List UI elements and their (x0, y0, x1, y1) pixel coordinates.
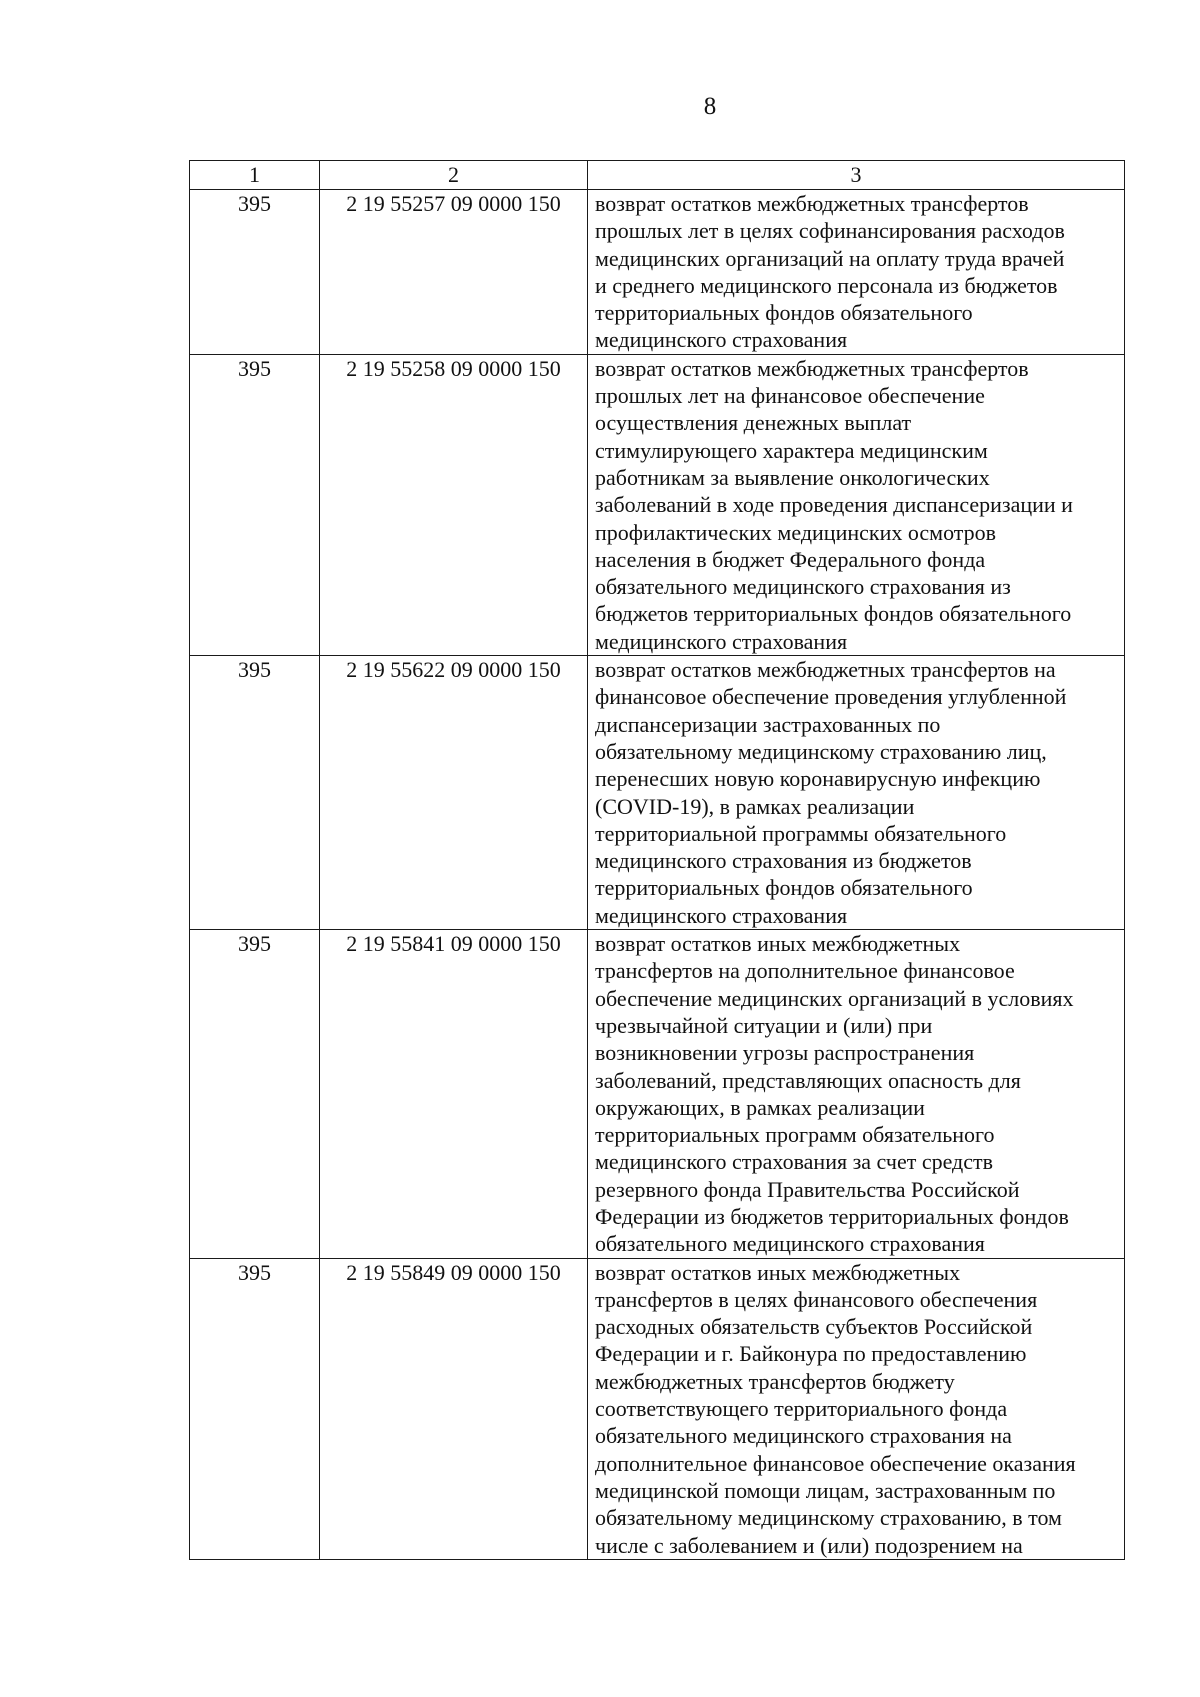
description-line: территориальной программы обязательного (595, 820, 1007, 846)
description-line: территориальных фондов обязательного (595, 300, 973, 326)
table-row (190, 354, 1125, 655)
admin-code-cell: 395 (190, 354, 320, 655)
description-cell (588, 656, 1125, 930)
description-line: медицинского страхования (595, 902, 848, 928)
admin-code-cell: 395 (190, 930, 320, 1259)
description-line: профилактических медицинских осмотров (595, 519, 997, 545)
budget-code-cell: 2 19 55849 09 0000 150 (320, 1258, 588, 1559)
table-row (190, 1258, 1125, 1559)
description-line: медицинского страхования (595, 327, 848, 353)
description-line: медицинского страхования за счет средств (595, 1149, 994, 1175)
description-line: обязательного медицинского страхования (595, 1231, 985, 1257)
description-line: соответствующего территориального фонда (595, 1396, 1008, 1422)
description-line: медицинского страхования из бюджетов (595, 848, 972, 874)
description-line: окружающих, в рамках реализации (595, 1094, 925, 1120)
description-line: обязательного медицинского страхования из (595, 574, 1011, 600)
description-line: Федерации и г. Байконура по предоставлению (595, 1341, 1027, 1367)
description-line: обеспечение медицинских организаций в условиях (595, 985, 1074, 1011)
table-body (190, 190, 1125, 1560)
description-line: территориальных фондов обязательного (595, 875, 973, 901)
description-line: обязательному медицинскому страхованию лиц, (595, 738, 1047, 764)
description-line: возврат остатков межбюджетных трансфертов на (595, 657, 1056, 683)
description-line: осуществления денежных выплат (595, 410, 912, 436)
table-row (190, 930, 1125, 1259)
admin-code-cell: 395 (190, 190, 320, 355)
description-cell (588, 354, 1125, 655)
description-line: населения в бюджет Федерального фонда (595, 546, 986, 572)
description-line: расходных обязательств субъектов Российской (595, 1314, 1033, 1340)
description-line: медицинских организаций на оплату труда врачей (595, 245, 1065, 271)
description-line: медицинской помощи лицам, застрахованным по (595, 1477, 1056, 1503)
header-col-3: 3 (588, 161, 1125, 190)
description-line: заболеваний в ходе проведения диспансеризации и (595, 492, 1073, 518)
description-line: территориальных программ обязательного (595, 1122, 995, 1148)
description-line: (COVID-19), в рамках реализации (595, 793, 915, 819)
description-line: перенесших новую коронавирусную инфекцию (595, 766, 1041, 792)
page-number: 8 (703, 93, 717, 120)
budget-code-cell: 2 19 55622 09 0000 150 (320, 656, 588, 930)
description-line: возврат остатков иных межбюджетных (595, 931, 961, 957)
description-line: заболеваний, представляющих опасность для (595, 1067, 1021, 1093)
description-line: чрезвычайной ситуации и (или) при (595, 1012, 933, 1038)
description-line: возврат остатков межбюджетных трансфертов (595, 355, 1029, 381)
description-line: трансфертов на дополнительное финансовое (595, 958, 1015, 984)
budget-code-cell: 2 19 55258 09 0000 150 (320, 354, 588, 655)
description-line: диспансеризации застрахованных по (595, 711, 941, 737)
description-cell (588, 1258, 1125, 1559)
header-col-1: 1 (190, 161, 320, 190)
description-line: возврат остатков иных межбюджетных (595, 1259, 961, 1285)
description-line: стимулирующего характера медицинским (595, 437, 988, 463)
description-line: обязательного медицинского страхования на (595, 1423, 1012, 1449)
description-line: прошлых лет в целях софинансирования расходов (595, 218, 1065, 244)
budget-code-cell: 2 19 55841 09 0000 150 (320, 930, 588, 1259)
budget-code-cell: 2 19 55257 09 0000 150 (320, 190, 588, 355)
description-line: работникам за выявление онкологических (595, 464, 990, 490)
budget-classification-table (189, 160, 1125, 1560)
description-line: бюджетов территориальных фондов обязательного (595, 601, 1072, 627)
description-cell (588, 930, 1125, 1259)
description-line: и среднего медицинского персонала из бюджетов (595, 272, 1058, 298)
description-line: трансфертов в целях финансового обеспечения (595, 1286, 1038, 1312)
description-line: дополнительное финансовое обеспечение оказания (595, 1450, 1076, 1476)
description-cell (588, 190, 1125, 355)
description-line: возникновении угрозы распространения (595, 1040, 975, 1066)
table-row (190, 190, 1125, 355)
header-col-2: 2 (320, 161, 588, 190)
description-line: обязательному медицинскому страхованию, в том (595, 1505, 1062, 1531)
description-line: прошлых лет на финансовое обеспечение (595, 383, 985, 409)
description-line: резервного фонда Правительства Российской (595, 1176, 1020, 1202)
description-line: Федерации из бюджетов территориальных фондов (595, 1203, 1069, 1229)
admin-code-cell: 395 (190, 656, 320, 930)
description-line: финансовое обеспечение проведения углубленной (595, 684, 1067, 710)
description-line: возврат остатков межбюджетных трансфертов (595, 191, 1029, 216)
description-line: межбюджетных трансфертов бюджету (595, 1368, 955, 1394)
header-row (190, 161, 1125, 190)
description-line: медицинского страхования (595, 628, 848, 654)
admin-code-cell: 395 (190, 1258, 320, 1559)
table-row (190, 656, 1125, 930)
description-line: числе с заболеванием и (или) подозрением на (595, 1532, 1023, 1558)
